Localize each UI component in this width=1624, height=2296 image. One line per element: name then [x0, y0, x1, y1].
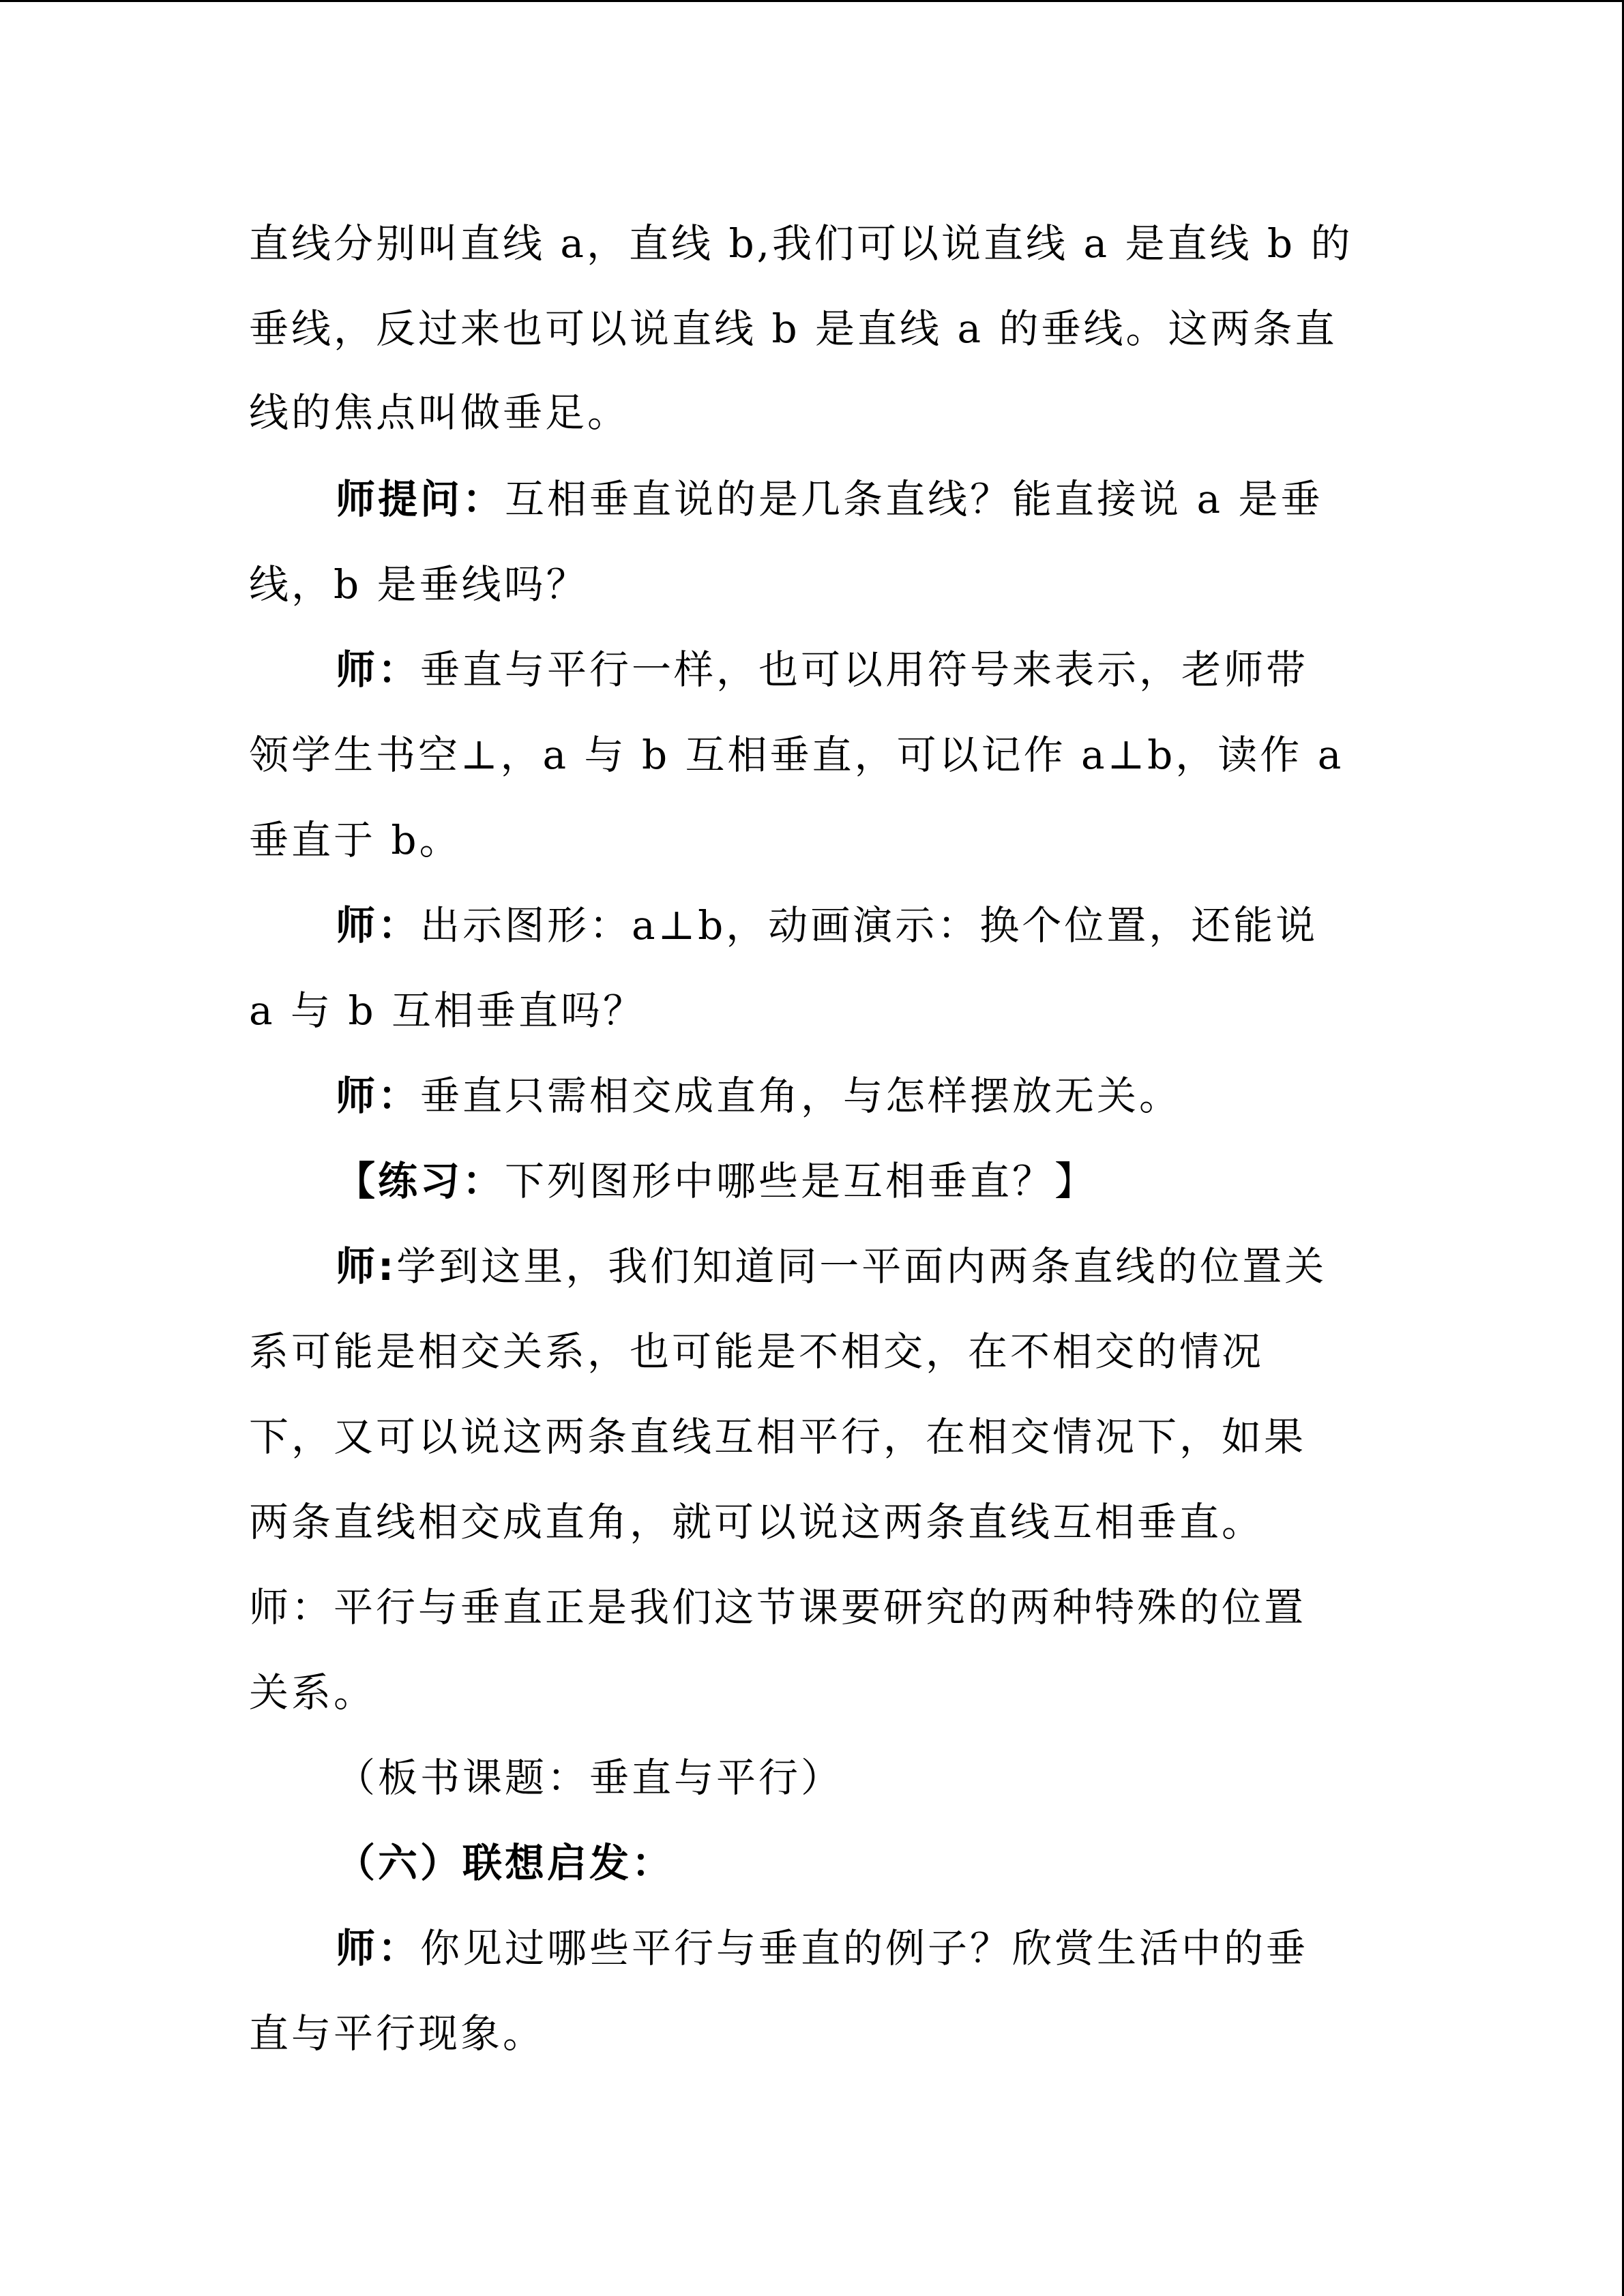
text-line: 垂线，反过来也可以说直线 b 是直线 a 的垂线。这两条直: [249, 305, 1338, 352]
line-text: 垂直与平行一样，也可以用符号来表示，老师带: [420, 646, 1309, 693]
text-line: [336, 1243, 1327, 1289]
board-title-note: （板书课题：垂直与平行）: [336, 1755, 844, 1801]
line-text: 学到这里，我们知道同一平面内两条直线的位置关: [396, 1243, 1327, 1289]
text-line: 师：平行与垂直正是我们这节课要研究的两种特殊的位置: [249, 1584, 1307, 1630]
line-text: 出示图形：a⊥b，动画演示：换个位置，还能说: [420, 902, 1318, 949]
text-line: 关系。: [249, 1669, 377, 1716]
speaker-label: 师：: [336, 1925, 421, 1971]
text-line: 下，又可以说这两条直线互相平行，在相交情况下，如果: [249, 1414, 1307, 1460]
text-line: [336, 1073, 1182, 1119]
line-text: 互相垂直说的是几条直线？能直接说 a 是垂: [505, 476, 1323, 522]
text-line: 两条直线相交成直角，就可以说这两条直线互相垂直。: [249, 1499, 1265, 1545]
speaker-label: 师：: [336, 902, 421, 949]
section-heading: [336, 1840, 675, 1886]
speaker-label: 师：: [336, 1073, 421, 1119]
exercise-label: 【练习：: [336, 1158, 505, 1204]
text-line: [336, 646, 1309, 693]
text-line: [336, 902, 1318, 949]
speaker-label: 师:: [336, 1243, 397, 1289]
line-text: 你见过哪些平行与垂直的例子？欣赏生活中的垂: [420, 1925, 1309, 1971]
text-line: a 与 b 互相垂直吗？: [249, 987, 646, 1034]
text-line: [336, 476, 1323, 522]
text-line: 直与平行现象。: [249, 2010, 546, 2057]
text-line: 线的焦点叫做垂足。: [249, 389, 630, 436]
text-line: 垂直于 b。: [249, 817, 462, 863]
text-line: 直线分别叫直线 a，直线 b,我们可以说直线 a 是直线 b 的: [249, 220, 1353, 267]
text-line: [336, 1925, 1309, 1971]
speaker-label: 师提问：: [336, 476, 505, 522]
text-line: 系可能是相交关系，也可能是不相交，在不相交的情况: [249, 1328, 1265, 1375]
speaker-label: 师：: [336, 646, 421, 693]
text-line: 线，b 是垂线吗？: [249, 561, 589, 608]
line-text: 下列图形中哪些是互相垂直？】: [505, 1158, 1097, 1204]
line-text: 垂直只需相交成直角，与怎样摆放无关。: [420, 1073, 1182, 1119]
exercise-heading: [336, 1158, 1097, 1204]
section-label: （六）联想启发：: [336, 1840, 675, 1886]
text-line: 领学生书空⊥，a 与 b 互相垂直，可以记作 a⊥b，读作 a: [249, 732, 1344, 778]
